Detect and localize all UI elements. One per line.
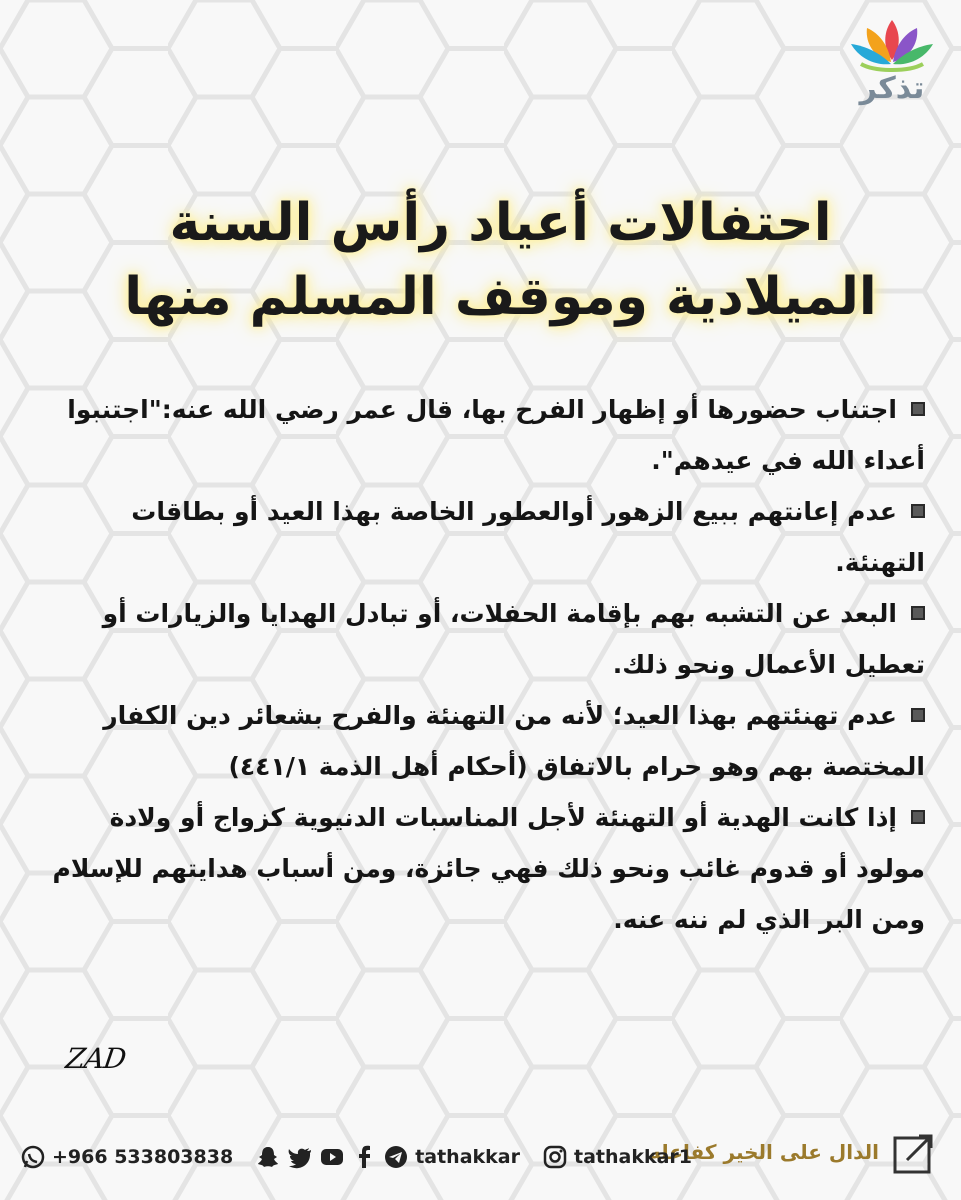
footer — [0, 1130, 961, 1200]
square-bullet-icon — [911, 606, 925, 620]
phone-number[interactable]: +966 533803838 — [52, 1146, 234, 1168]
list-item — [36, 588, 925, 690]
list-item — [36, 486, 925, 588]
list-item-text: البعد عن التشبه بهم بإقامة الحفلات، أو تبادل الهدايا والزيارات أو تعطيل الأعمال ونحو ذلك. — [102, 599, 925, 679]
youtube-icon[interactable] — [319, 1144, 345, 1170]
twitter-icon[interactable] — [287, 1144, 313, 1170]
instagram-icon[interactable] — [542, 1144, 568, 1170]
logo-wordmark: تذكر — [859, 71, 925, 106]
share-arrow-icon[interactable] — [891, 1130, 937, 1176]
square-bullet-icon — [911, 504, 925, 518]
square-bullet-icon — [911, 810, 925, 824]
list-item-text: عدم إعانتهم ببيع الزهور أوالعطور الخاصة بهذا العيد أو بطاقات التهنئة. — [131, 497, 925, 577]
social-links — [20, 1142, 692, 1172]
telegram-icon[interactable] — [383, 1144, 409, 1170]
list-item — [36, 690, 925, 792]
social-handle[interactable]: tathakkar — [415, 1146, 520, 1168]
list-item-text: اجتناب حضورها أو إظهار الفرح بها، قال عمر رضي الله عنه:"اجتنبوا أعداء الله في عيدهم". — [67, 395, 925, 475]
instagram-handle[interactable]: tathakkar1 — [573, 1146, 693, 1168]
brand-logo — [847, 14, 937, 110]
page-title — [80, 186, 921, 334]
square-bullet-icon — [911, 402, 925, 416]
list-item — [36, 384, 925, 486]
author-signature: ZAD — [63, 1042, 128, 1075]
title-line-2: الميلادية وموقف المسلم منها — [124, 267, 877, 327]
guidelines-list — [36, 384, 925, 945]
square-bullet-icon — [911, 708, 925, 722]
lotus-flower-icon — [847, 14, 937, 76]
footer-slogan: الدال على الخير كفاعله — [649, 1140, 879, 1164]
list-item-text: إذا كانت الهدية أو التهنئة لأجل المناسبات الدنيوية كزواج أو ولادة مولود أو قدوم غائب ونحو ذلك فهي جائزة، ومن أسباب هدايتهم للإسلام ومن البر الذي لم ننه عنه. — [52, 803, 925, 934]
title-line-1: احتفالات أعياد رأس السنة — [169, 193, 832, 253]
list-item — [36, 792, 925, 945]
facebook-icon[interactable] — [351, 1144, 377, 1170]
whatsapp-icon[interactable] — [20, 1144, 46, 1170]
snapchat-icon[interactable] — [255, 1144, 281, 1170]
list-item-text: عدم تهنئتهم بهذا العيد؛ لأنه من التهنئة والفرح بشعائر دين الكفار المختصة بهم وهو حرام بالاتفاق (أحكام أهل الذمة ٤٤١/١) — [103, 701, 925, 781]
